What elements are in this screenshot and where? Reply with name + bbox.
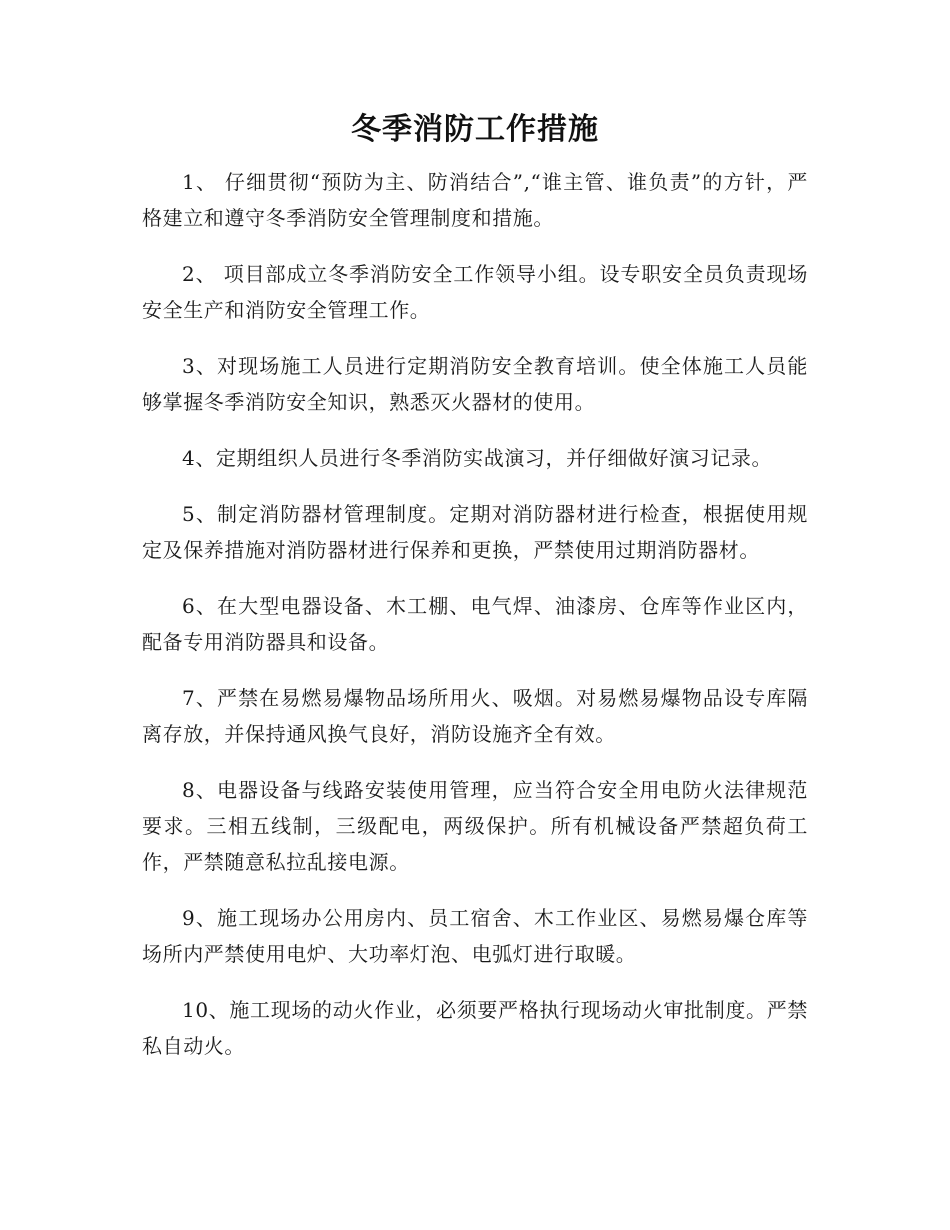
paragraph-8: 8、电器设备与线路安装使用管理，应当符合安全用电防火法律规范要求。三相五线制，三级配电，两级保护。所有机械设备严禁超负荷工作，严禁随意私拉乱接电源。 (142, 778, 808, 874)
paragraph-1: 1、 仔细贯彻“预防为主、防消结合”,“谁主管、谁负责”的方针，严格建立和遵守冬季消防安全管理制度和措施。 (142, 170, 808, 230)
paragraph-5: 5、制定消防器材管理制度。定期对消防器材进行检查，根据使用规定及保养措施对消防器材进行保养和更换，严禁使用过期消防器材。 (142, 502, 808, 562)
document-title: 冬季消防工作措施 (351, 112, 599, 147)
document-body (142, 164, 808, 1084)
paragraph-3: 3、对现场施工人员进行定期消防安全教育培训。使全体施工人员能够掌握冬季消防安全知识，熟悉灭火器材的使用。 (142, 354, 808, 414)
paragraph-4: 4、定期组织人员进行冬季消防实战演习，并仔细做好演习记录。 (182, 446, 773, 470)
paragraph-9: 9、施工现场办公用房内、员工宿舍、木工作业区、易燃易爆仓库等场所内严禁使用电炉、大功率灯泡、电弧灯进行取暖。 (142, 906, 808, 966)
paragraph-2: 2、 项目部成立冬季消防安全工作领导小组。设专职安全员负责现场安全生产和消防安全管理工作。 (142, 262, 808, 322)
paragraph-10: 10、施工现场的动火作业，必须要严格执行现场动火审批制度。严禁私自动火。 (142, 998, 808, 1058)
paragraph-7: 7、严禁在易燃易爆物品场所用火、吸烟。对易燃易爆物品设专库隔离存放，并保持通风换气良好，消防设施齐全有效。 (142, 686, 808, 746)
paragraph-6: 6、在大型电器设备、木工棚、电气焊、油漆房、仓库等作业区内，配备专用消防器具和设备。 (142, 594, 808, 654)
